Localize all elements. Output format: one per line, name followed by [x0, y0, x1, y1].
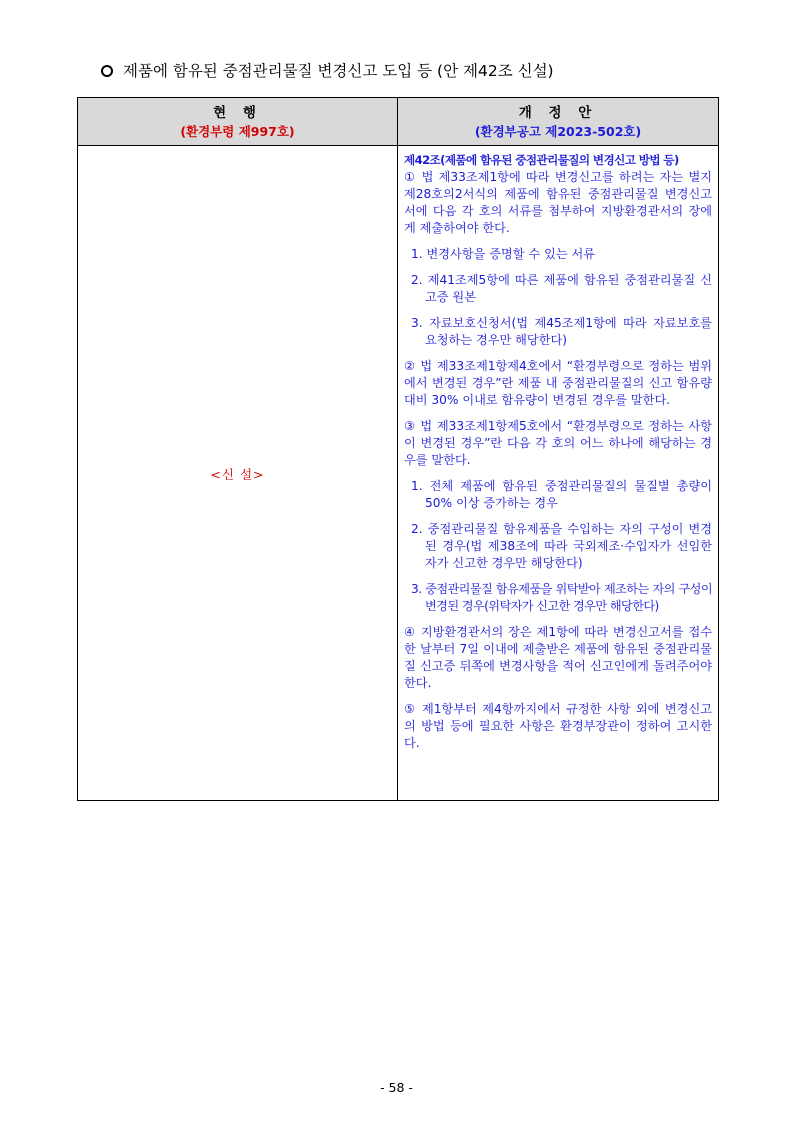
- list-item: 3. 자료보호신청서(법 제45조제1항에 따라 자료보호를 요청하는 경우만 해당한다): [411, 316, 712, 347]
- article-title: 제42조(제품에 함유된 중점관리물질의 변경신고 방법 등): [404, 153, 679, 167]
- table-header-row: [78, 98, 719, 146]
- list-item: 2. 제41조제5항에 따른 제품에 함유된 중점관리물질 신고증 원본: [411, 273, 712, 304]
- section-heading: [101, 60, 554, 82]
- current-header-subtitle: (환경부령 제997호): [180, 123, 295, 139]
- comparison-table: [77, 97, 719, 801]
- paragraph-1: ① 법 제33조제1항에 따라 변경신고를 하려는 자는 별지 제28호의2서식의 제품에 함유된 중점관리물질 변경신고서에 다음 각 호의 서류를 첨부하여 지방환경관서의 장에게 제출하여야 한다.: [404, 170, 712, 235]
- list-item: 1. 전체 제품에 함유된 중점관리물질의 물질별 총량이 50% 이상 증가하는 경우: [411, 479, 712, 510]
- revision-cell: [398, 146, 719, 801]
- page-number: - 58 -: [380, 1080, 413, 1095]
- section-heading-text: 제품에 함유된 중점관리물질 변경신고 도입 등 (안 제42조 신설): [123, 62, 554, 80]
- paragraph-3: ③ 법 제33조제1항제5호에서 “환경부령으로 정하는 사항이 변경된 경우”란 다음 각 호의 어느 하나에 해당하는 경우를 말한다.: [404, 419, 712, 467]
- current-column-header: [78, 98, 398, 146]
- list-item: 3. 중점관리물질 함유제품을 위탁받아 제조하는 자의 구성이 변경된 경우(위탁자가 신고한 경우만 해당한다): [411, 582, 712, 613]
- circle-bullet-icon: [101, 65, 113, 77]
- revision-column-header: [398, 98, 719, 146]
- revision-header-subtitle: (환경부공고 제2023-502호): [474, 123, 642, 139]
- list-item: 2. 중점관리물질 함유제품을 수입하는 자의 구성이 변경된 경우(법 제38조에 따라 국외제조·수입자가 선임한 자가 신고한 경우만 해당한다): [411, 522, 712, 570]
- paragraph-4: ④ 지방환경관서의 장은 제1항에 따라 변경신고서를 접수한 날부터 7일 이내에 제출받은 제품에 함유된 중점관리물질 신고증 뒤쪽에 변경사항을 적어 신고인에게 돌려주어야 한다.: [404, 625, 712, 690]
- list-item: 1. 변경사항을 증명할 수 있는 서류: [411, 247, 596, 261]
- revision-header-title: 개 정 안: [518, 104, 598, 121]
- table-body-row: [78, 146, 719, 801]
- paragraph-2: ② 법 제33조제1항제4호에서 “환경부령으로 정하는 범위에서 변경된 경우”란 제품 내 중점관리물질의 신고 함유량 대비 30% 이내로 함유량이 변경된 경우를 말한다.: [404, 359, 712, 407]
- paragraph-5: ⑤ 제1항부터 제4항까지에서 규정한 사항 외에 변경신고의 방법 등에 필요한 사항은 환경부장관이 정하여 고시한다.: [404, 702, 712, 750]
- current-header-title: 현 행: [213, 104, 262, 121]
- new-provision-label: <신 설>: [210, 466, 265, 482]
- current-cell: [78, 146, 398, 801]
